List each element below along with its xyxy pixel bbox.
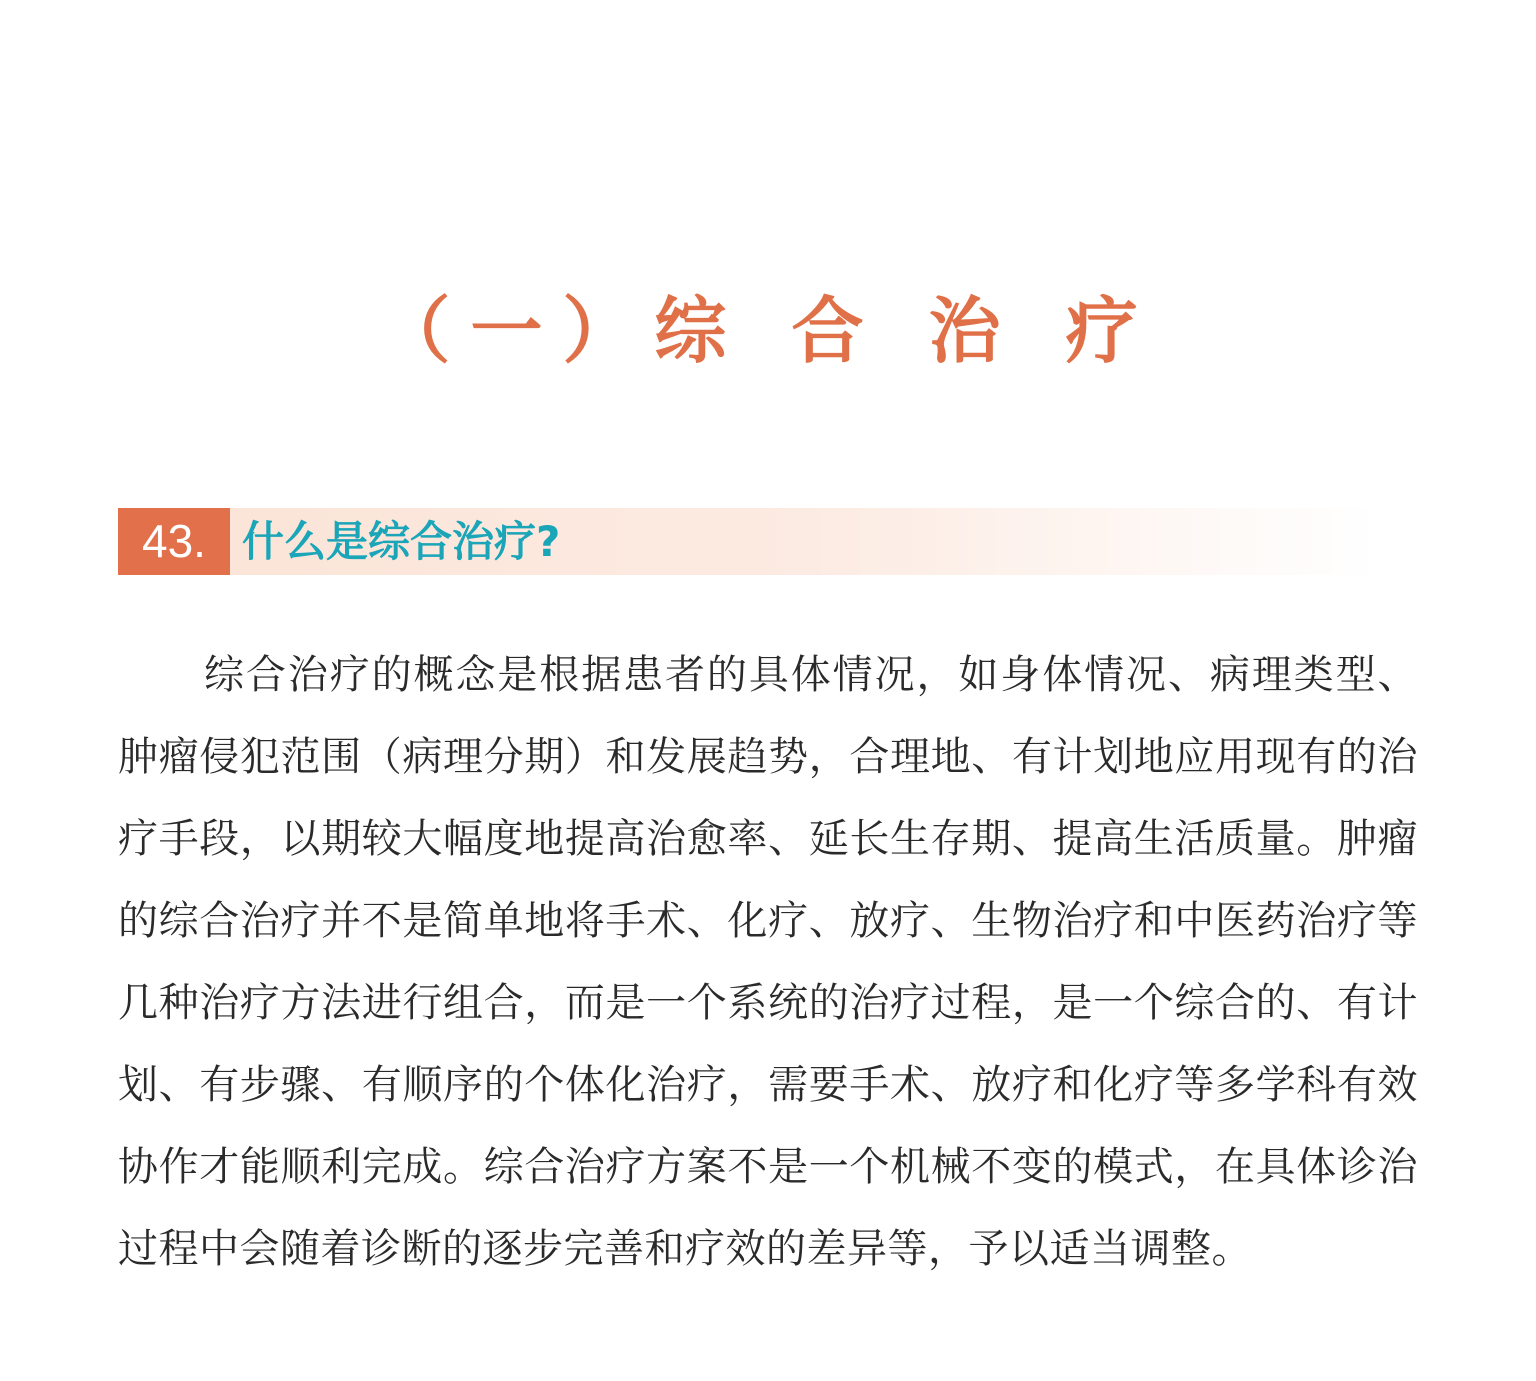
body-paragraph: 综合治疗的概念是根据患者的具体情况，如身体情况、病理类型、肿瘤侵犯范围（病理分期）和发展趋势，合理地、有计划地应用现有的治疗手段，以期较大幅度地提高治愈率、延长生存期、提高生活质量。肿瘤的综合治疗并不是简单地将手术、化疗、放疗、生物治疗和中医药治疗等几种治疗方法进行组合，而是一个系统的治疗过程，是一个综合的、有计划、有步骤、有顺序的个体化治疗，需要手术、放疗和化疗等多学科有效协作才能顺利完成。综合治疗方案不是一个机械不变的模式，在具体诊治过程中会随着诊断的逐步完善和疗效的差异等，予以适当调整。 bbox=[118, 652, 1418, 1272]
question-title: 什么是综合治疗? bbox=[242, 517, 561, 566]
section-title: （一）综 合 治 疗 bbox=[378, 288, 1158, 373]
question-number-badge: 43. bbox=[118, 508, 230, 575]
